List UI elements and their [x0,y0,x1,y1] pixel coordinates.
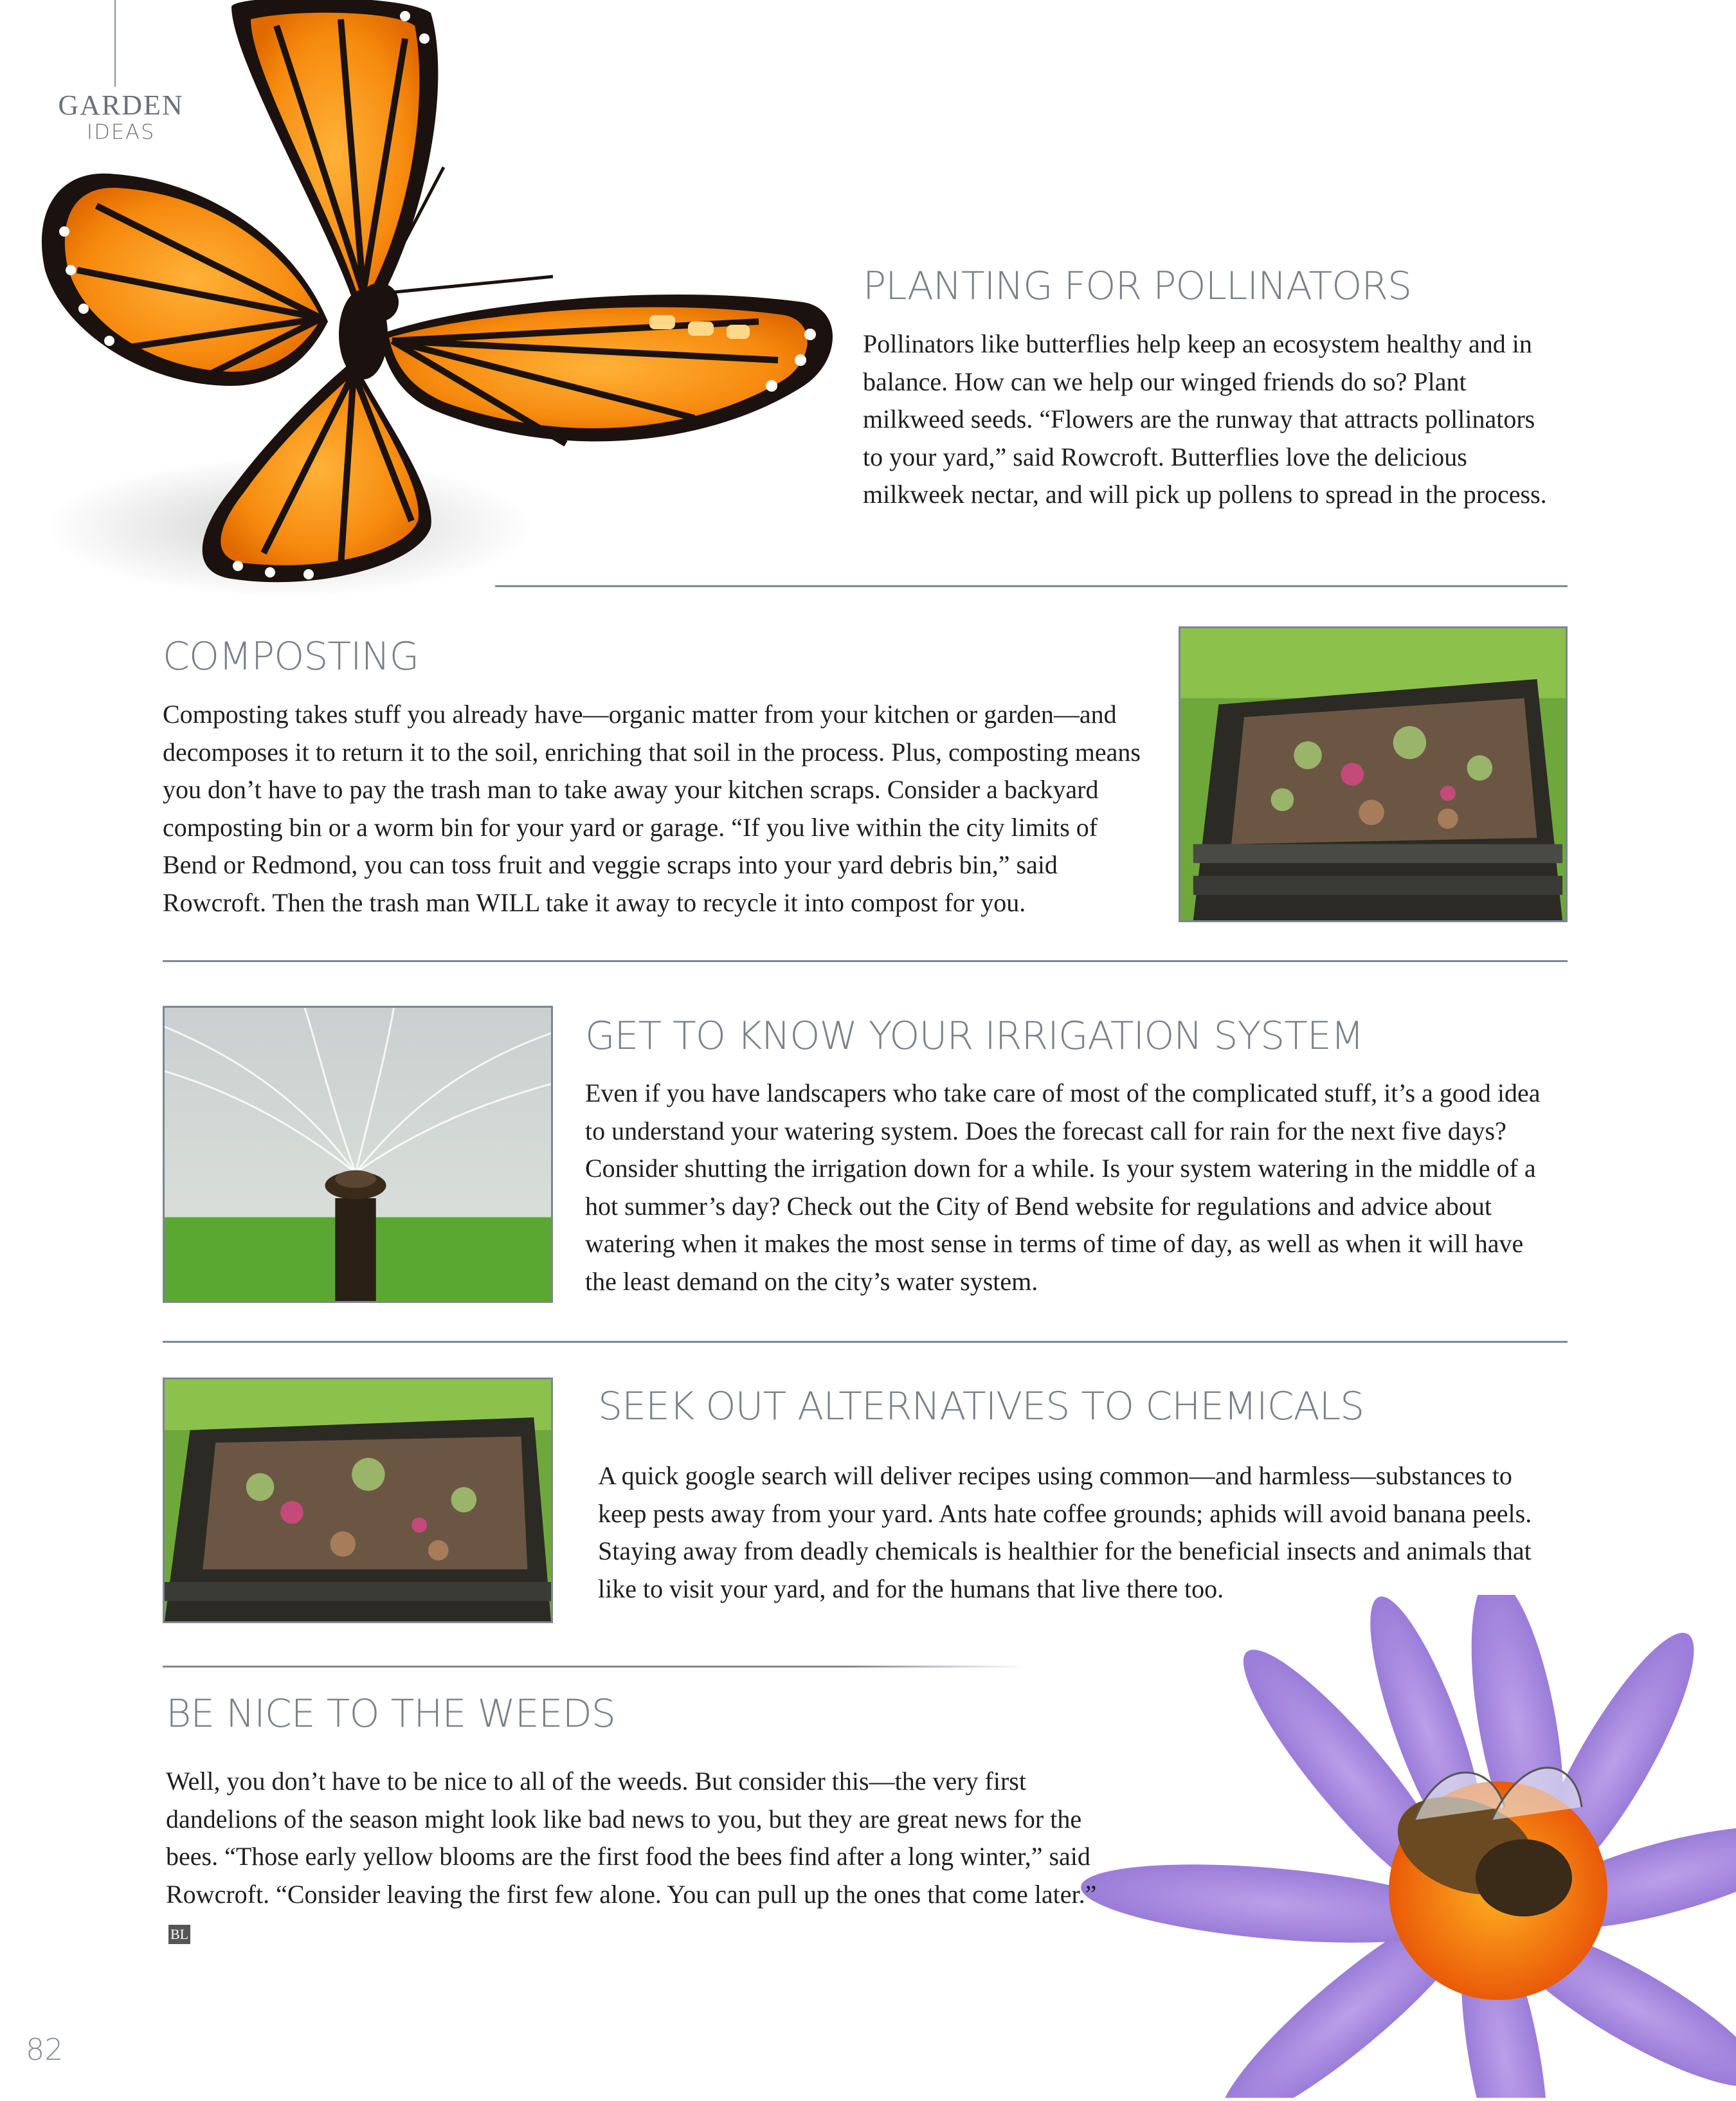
weeds-body [166,1763,1105,1951]
lawn-sprinkler-photo [163,1006,553,1303]
end-mark-icon: BL [168,1925,190,1944]
compost-bin-photo-2 [163,1378,553,1623]
irrigation-body: Even if you have landscapers who take care of most of the complicated stuff, it’s a good idea to understand your watering system. Does the forecast call for rain for the next five days? Consider shutting the irrigation down for a while. Is your system watering in the middle of a hot summer’s day? Check out the City of Bend website for regulations and advice about watering when it makes the most sense in terms of time of day, as well as when it will have the least demand on the city’s water system. [585,1078,1541,1296]
section-label-ideas: IDEAS [86,120,156,144]
chemicals-body: A quick google search will deliver recipes using common—and harmless—substances to keep pests away from your yard. Ants hate coffee grounds; aphids will avoid banana peels. Staying away from deadly chemicals is healthier for the beneficial insects and animals that like to visit your yard, and for the humans that live there too. [598,1461,1532,1603]
composting-body: Composting takes stuff you already have—organic matter from your kitchen or garden—and decomposes it to return it to the soil, enriching that soil in the process. Plus, composting means you don’t have to pay the trash man to take away your kitchen scraps. Consider a backyard composting bin or a worm bin for your yard or garage. “If you live within the city limits of Bend or Redmond, you can toss fruit and veggie scraps into your yard debris bin,” said Rowcroft. Then the trash man WILL take it away to recycle it into compost for you. [163,700,1141,917]
section-label-garden: GARDEN [58,89,184,121]
divider-2 [163,960,1568,962]
pollinators-heading: PLANTING FOR POLLINATORS [863,264,1412,309]
divider-3 [163,1341,1568,1343]
weeds-heading: BE NICE TO THE WEEDS [166,1691,615,1736]
butterfly-image [19,0,855,630]
composting-heading: COMPOSTING [163,634,419,679]
page-number: 82 [26,2032,64,2067]
weeds-body-text: Well, you don’t have to be nice to all of the weeds. But consider this—the very first dandelions of the season might look like bad news to you, but they are great news for the bees. “Those early yellow blooms are the first food the bees find after a long winter,” said Rowcroft. “Consider leaving the first few alone. You can pull up the ones that come later.” [166,1767,1097,1909]
pollinators-body: Pollinators like butterflies help keep an ecosystem healthy and in balance. How can we help our winged friends do so? Plant milkweed seeds. “Flowers are the runway that attracts pollinators to your yard,” said Rowcroft. Butterflies love the delicious milkweek nectar, and will pick up pollens to spread in the process. [863,329,1547,509]
irrigation-heading: GET TO KNOW YOUR IRRIGATION SYSTEM [585,1014,1364,1059]
chemicals-heading: SEEK OUT ALTERNATIVES TO CHEMICALS [598,1384,1364,1429]
compost-bin-photo [1179,626,1568,922]
divider-1 [495,585,1568,587]
